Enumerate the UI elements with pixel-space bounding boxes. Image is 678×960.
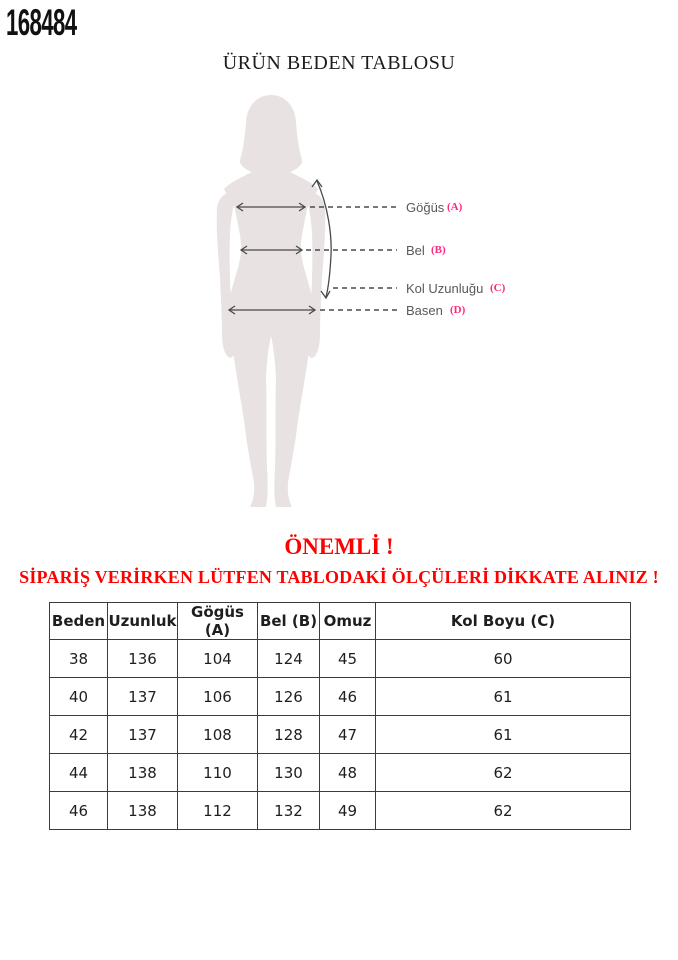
column-header-shoulder: Omuz	[320, 603, 376, 640]
label-waist: Bel	[406, 243, 425, 258]
cell-chest: 104	[178, 640, 258, 678]
cell-length: 138	[108, 754, 178, 792]
cell-waist: 130	[258, 754, 320, 792]
cell-arm: 62	[376, 792, 631, 830]
cell-chest: 110	[178, 754, 258, 792]
cell-arm: 61	[376, 716, 631, 754]
table-row	[50, 716, 631, 754]
cell-arm: 62	[376, 754, 631, 792]
cell-arm: 60	[376, 640, 631, 678]
column-header-waist: Bel (B)	[258, 603, 320, 640]
product-code: 168484	[6, 2, 77, 43]
cell-shoulder: 46	[320, 678, 376, 716]
page-title: ÜRÜN BEDEN TABLOSU	[222, 52, 456, 74]
label-waist-code: (B)	[431, 244, 446, 256]
cell-chest: 112	[178, 792, 258, 830]
cell-length: 137	[108, 716, 178, 754]
order-warning-text: SİPARİŞ VERİRKEN LÜTFEN TABLODAKİ ÖLÇÜLERİ DİKKATE ALINIZ !	[19, 567, 659, 587]
column-header-chest: Gögüs (A)	[178, 603, 258, 640]
female-silhouette-graphic	[217, 95, 326, 507]
body-measurement-diagram	[150, 85, 620, 520]
cell-size: 44	[50, 754, 108, 792]
label-hip-code: (D)	[450, 304, 466, 316]
label-arm-length: Kol Uzunluğu	[406, 281, 484, 296]
table-row	[50, 792, 631, 830]
cell-size: 42	[50, 716, 108, 754]
cell-shoulder: 47	[320, 716, 376, 754]
table-row	[50, 754, 631, 792]
cell-shoulder: 48	[320, 754, 376, 792]
cell-size: 46	[50, 792, 108, 830]
cell-waist: 128	[258, 716, 320, 754]
label-chest-code: (A)	[447, 201, 463, 213]
cell-shoulder: 49	[320, 792, 376, 830]
cell-waist: 132	[258, 792, 320, 830]
table-row	[50, 640, 631, 678]
column-header-length: Uzunluk	[108, 603, 178, 640]
cell-waist: 124	[258, 640, 320, 678]
cell-shoulder: 45	[320, 640, 376, 678]
label-arm-length-code: (C)	[490, 282, 506, 294]
cell-length: 136	[108, 640, 178, 678]
cell-chest: 108	[178, 716, 258, 754]
important-heading: ÖNEMLİ !	[284, 534, 394, 559]
cell-size: 40	[50, 678, 108, 716]
cell-size: 38	[50, 640, 108, 678]
label-hip: Basen	[406, 303, 443, 318]
cell-chest: 106	[178, 678, 258, 716]
column-header-size: Beden	[50, 603, 108, 640]
label-chest: Göğüs	[406, 200, 445, 215]
column-header-arm-length: Kol Boyu (C)	[376, 603, 631, 640]
table-row	[50, 678, 631, 716]
cell-length: 137	[108, 678, 178, 716]
size-table-header-row	[50, 603, 631, 640]
cell-length: 138	[108, 792, 178, 830]
cell-arm: 61	[376, 678, 631, 716]
size-table	[49, 602, 631, 830]
cell-waist: 126	[258, 678, 320, 716]
